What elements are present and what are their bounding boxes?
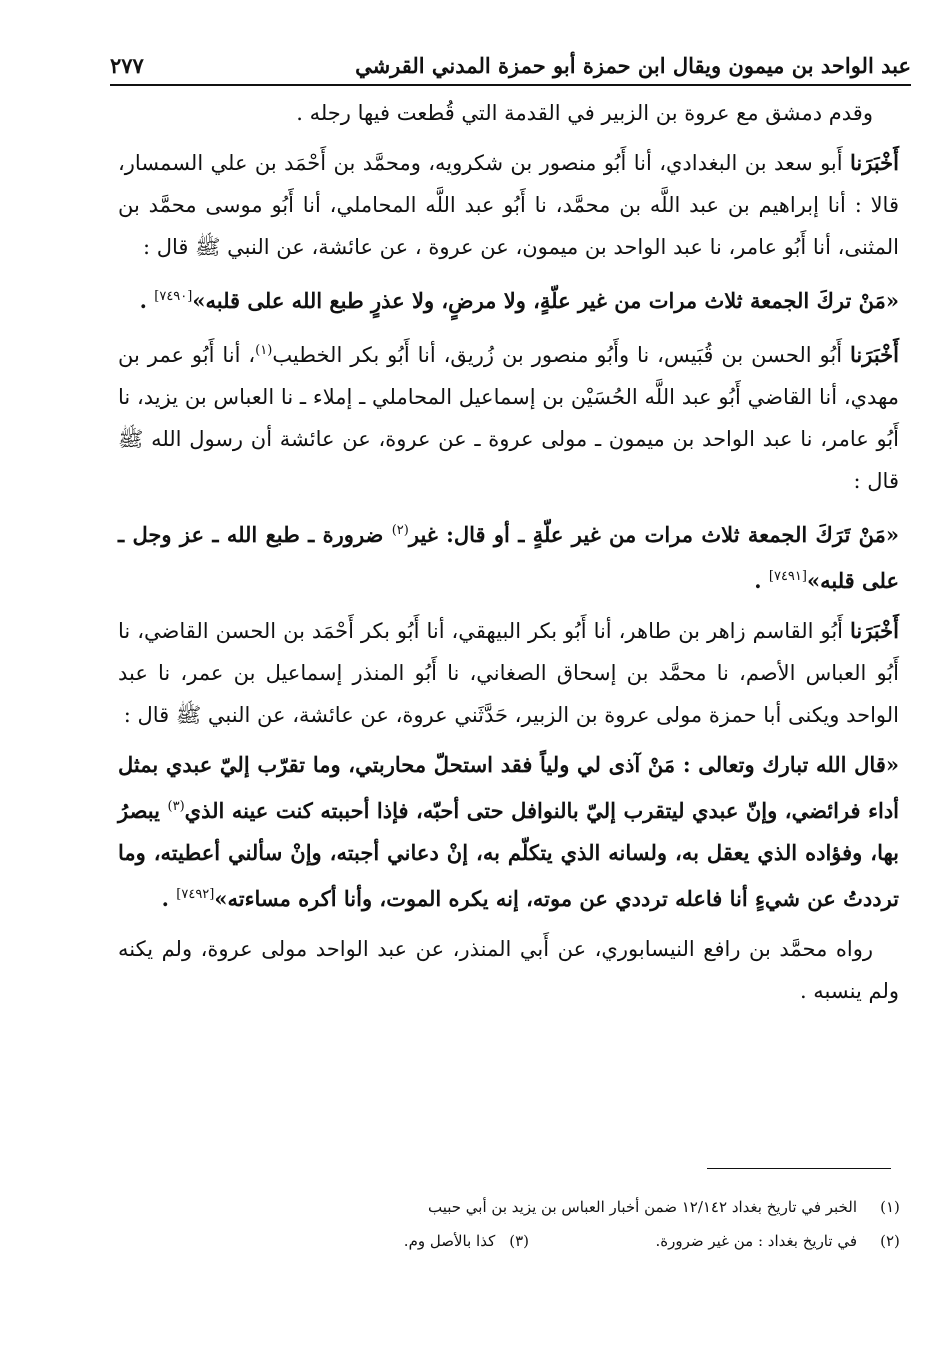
hadith-ref: [٧٤٩١] bbox=[768, 569, 807, 584]
hadith-3: «قال الله تبارك وتعالى : مَنْ آذى لي ولياً فقد استحلّ محاربتي، وما تقرّب إليّ عبدي بمثل أداء فرائضي، وإنّ عبدي ليتقرب إليّ بالنوافل حتى أحبّه، فإذا أحببته كنت عينه الذي$^{(٣)}$ يبصرُ بها، وفؤاده الذي يعقل به، ولسانه الذي يتكلّم به، إنْ دعاني أجبته، وإنْ سألني أعطيته، وما ترددتُ عن شيءٍ أنا فاعله ترددي عن موته، إنه يكره الموت، وأنا أكره مساءته»[٧٤٩٢] . bbox=[118, 752, 900, 911]
footnote-3: (٣) كذا بالأصل وم. bbox=[403, 1232, 529, 1250]
isnad-lead: أَخْبَرَنا bbox=[850, 618, 899, 643]
footnote-marker: (٢) bbox=[391, 523, 409, 538]
paragraph-4 bbox=[118, 610, 899, 736]
footnote-separator bbox=[707, 1168, 891, 1169]
isnad-lead: أَخْبَرَنا bbox=[850, 150, 899, 175]
isnad-text-cont: ، أنا أَبُو عمر بن مهدي، أنا القاضي أَبُو عبد اللَّه الحُسَيْن بن إسماعيل المحاملي ـ إملاء ـ نا العباس بن يزيد، نا أَبُو عامر، نا عبد الواحد بن ميمون ـ مولى عروة ـ عن عروة، عن عائشة أن رسول الله ﷺ قال : bbox=[118, 343, 899, 493]
isnad-text: أَبُو القاسم زاهر بن طاهر، أنا أَبُو بكر البيهقي، أنا أَبُو بكر أَحْمَد بن الحسن القاضي، نا أَبُو العباس الأصم، نا محمَّد بن إسحاق الصغاني، نا أَبُو المنذر إسماعيل بن عمر، نا عبد الواحد ويكنى أبا حمزة مولى عروة بن الزبير، حَدَّثَني عروة، عن عائشة، عن النبي ﷺ قال : bbox=[118, 619, 899, 727]
paragraph-3 bbox=[118, 330, 899, 502]
paragraph-5: رواه محمَّد بن رافع النيسابوري، عن أَبي المنذر، عن عبد الواحد مولى عروة، ولم يكنه ولم ينسبه . bbox=[118, 937, 899, 1003]
hadith-1: «مَنْ تركَ الجمعة ثلاث مرات من غير علّةٍ، ولا مرضٍ، ولا عذرٍ طبع الله على قلبه»[٧٤٩٠] . bbox=[139, 288, 899, 313]
footnotes bbox=[110, 1190, 909, 1258]
isnad-text: أَبو سعد بن البغدادي، أنا أَبُو منصور بن شكرويه، ومحمَّد بن أَحْمَد بن علي السمسار، قالا : أنا إبراهيم بن عبد اللَّه بن محمَّد، نا أَبُو عبد اللَّه المحاملي، أنا أَبُو موسى محمَّد بن المثنى، أنا أَبُو عامر، نا عبد الواحد بن ميمون، عن عروة ، عن عائشة، عن النبي ﷺ قال : bbox=[118, 151, 899, 259]
page-number: ٢٧٧ bbox=[110, 53, 144, 78]
hadith-2: «مَنْ تَرَكَ الجمعة ثلاث مرات من غير علّةٍ ـ أو قال: غير$^{(٢)}$ ضرورة ـ طبع الله ـ عز وجل ـ على قلبه»[٧٤٩١] . bbox=[118, 522, 899, 593]
footnote-2: (٢) في تاريخ بغداد : من غير ضرورة. bbox=[655, 1232, 900, 1250]
paragraph-2 bbox=[118, 142, 899, 268]
footnote-1: (١) الخبر في تاريخ بغداد ١٢/١٤٢ ضمن أخبار العباس بن يزيد بن أبي حبيب bbox=[427, 1198, 900, 1216]
isnad-lead: أَخْبَرَنا bbox=[850, 342, 899, 367]
running-header bbox=[110, 38, 911, 86]
main-text bbox=[118, 92, 899, 1020]
footnote-marker: (١) bbox=[255, 343, 273, 358]
paragraph-1: وقدم دمشق مع عروة بن الزبير في القدمة التي قُطعت فيها رجله . bbox=[296, 101, 873, 125]
footnote-row-2 bbox=[110, 1224, 909, 1258]
hadith-ref: [٧٤٩٠] bbox=[154, 289, 193, 304]
footnote-marker: (٣) bbox=[167, 799, 185, 814]
hadith-ref: [٧٤٩٢] bbox=[176, 887, 215, 902]
chapter-title: عبد الواحد بن ميمون ويقال ابن حمزة أبو حمزة المدني القرشي bbox=[355, 53, 911, 78]
isnad-text: أَبُو الحسن بن قُبَيس، نا وأَبُو منصور بن زُريق، أنا أَبُو بكر الخطيب bbox=[272, 343, 843, 367]
